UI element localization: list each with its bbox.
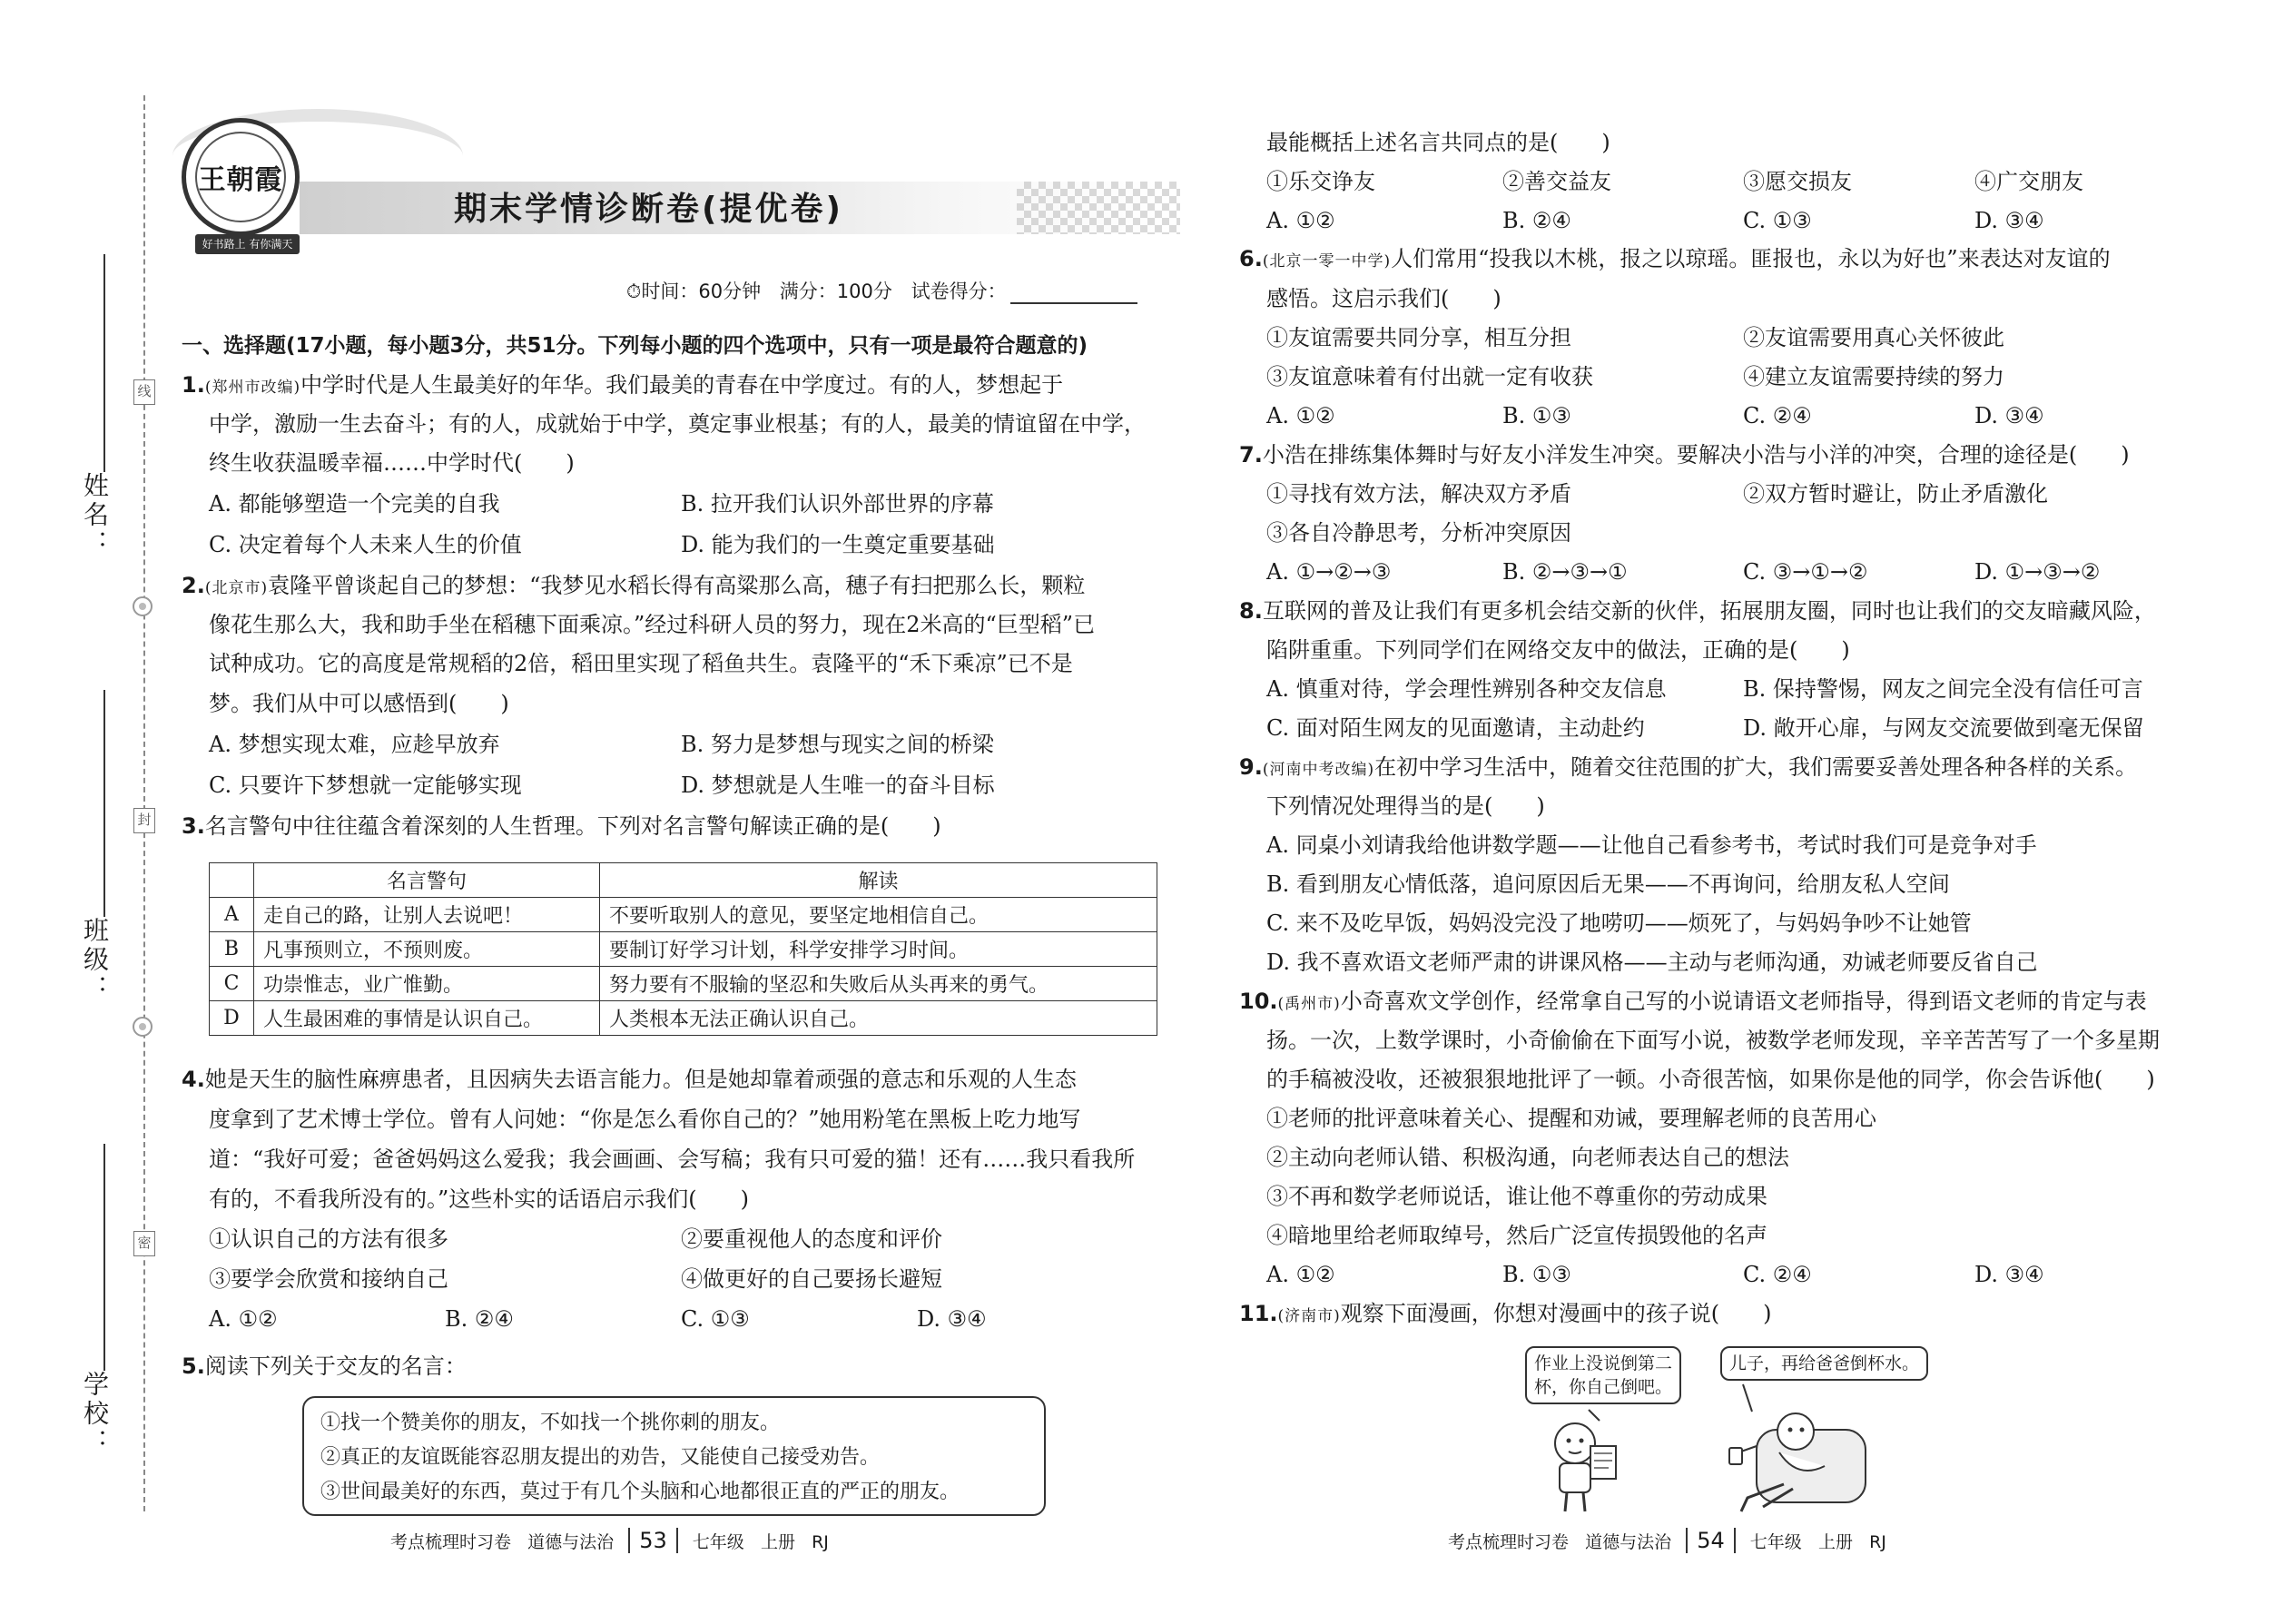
statement-4: ④建立友谊需要持续的努力 (1743, 364, 2004, 389)
question-3 (182, 812, 941, 840)
option-b[interactable]: B. ②④ (1502, 208, 1571, 233)
question-text: 她是天生的脑性麻痹患者，且因病失去语言能力。但是她却靠着顽强的意志和乐观的人生态 (204, 1067, 1077, 1092)
footer-subject: 道德与法治 (527, 1532, 615, 1552)
option-a[interactable]: A. ①→②→③ (1266, 559, 1392, 585)
option-a[interactable]: A. ①② (1266, 403, 1335, 428)
table-cell: 人类根本无法正确认识自己。 (600, 1001, 1157, 1036)
question-text: 小奇喜欢文学创作，经常拿自己写的小说请语文老师指导，得到语文老师的肯定与表 (1340, 989, 2147, 1014)
question-number: 2. (182, 573, 205, 598)
question-text: 人们常用“投我以木桃，报之以琼瑶。匪报也，永以为好也”来表达对友谊的 (1391, 246, 2111, 271)
question-text: 袁隆平曾谈起自己的梦想：“我梦见水稻长得有高粱那么高，穗子有扫把那么长，颗粒 (268, 573, 1086, 598)
option-c[interactable]: C. 只要许下梦想就一定能够实现 (209, 773, 522, 798)
question-number: 1. (182, 372, 205, 398)
table-cell: 功崇惟志，业广惟勤。 (254, 967, 600, 1001)
option-c[interactable]: C. 来不及吃早饭，妈妈没完没了地唠叨——烦死了，与妈妈争吵不让她管 (1266, 910, 1972, 936)
exam-title: 期末学情诊断卷(提优卷) (454, 191, 843, 228)
question-text: 中学时代是人生最美好的年华。我们最美的青春在中学度过。有的人，梦想起于 (300, 372, 1064, 398)
option-c[interactable]: C. 决定着每个人未来人生的价值 (209, 532, 522, 557)
name-fill-line[interactable] (103, 254, 105, 472)
school-fill-line[interactable] (103, 1144, 105, 1371)
question-text: 小浩在排练集体舞时与好友小洋发生冲突。要解决小浩与小洋的冲突，合理的途径是( ) (1262, 442, 2130, 468)
bind-word-xian: 线 (133, 379, 155, 405)
statement-1: ①寻找有效方法，解决双方矛盾 (1266, 481, 1571, 507)
option-b[interactable]: B. 努力是梦想与现实之间的桥梁 (681, 732, 994, 757)
table-header-cell (210, 863, 254, 898)
question-text: 在初中学习生活中，随着交往范围的扩大，我们需要妥善处理各种各样的关系。 (1374, 754, 2138, 780)
table-cell: 要制订好学习计划，科学安排学习时间。 (600, 932, 1157, 967)
question-9 (1239, 753, 2137, 783)
question-text: 最能概括上述名言共同点的是( ) (1266, 130, 1610, 155)
option-d[interactable]: D. ①→③→② (1974, 559, 2101, 585)
question-8 (1239, 597, 2156, 625)
time-info: ⏱时间：60分钟 (626, 281, 762, 302)
footer-term: 上册 (760, 1532, 795, 1552)
statement-1: ①友谊需要共同分享，相互分担 (1266, 325, 1571, 350)
quote-table (209, 862, 1157, 1036)
question-source: (河南中考改编) (1262, 761, 1375, 779)
table-row (210, 967, 1157, 1001)
checker-pattern (1017, 182, 1180, 234)
statement-3: ③不再和数学老师说话，谁让他不尊重你的劳动成果 (1266, 1184, 1767, 1209)
option-a[interactable]: A. 慎重对待，学会理性辨别各种交友信息 (1266, 676, 1667, 702)
question-text: 互联网的普及让我们有更多机会结交新的伙伴，拓展朋友圈，同时也让我们的交友暗藏风险， (1262, 598, 2156, 624)
question-text: 梦。我们从中可以感悟到( ) (209, 691, 509, 716)
table-cell[interactable]: A (210, 898, 254, 932)
option-c[interactable]: C. ②④ (1743, 403, 1812, 428)
footer-edition: RJ (1869, 1532, 1886, 1552)
option-d[interactable]: D. ③④ (1974, 403, 2044, 428)
question-text: 下列情况处理得当的是( ) (1266, 793, 1545, 819)
page-number: 54 (1686, 1528, 1736, 1553)
question-text: 终生收获温暖幸福……中学时代( ) (209, 450, 575, 476)
statement-3: ③要学会欣赏和接纳自己 (209, 1266, 448, 1292)
table-header-row (210, 863, 1157, 898)
question-text: 感悟。这启示我们( ) (1266, 286, 1501, 311)
option-d[interactable]: D. ③④ (1974, 208, 2044, 233)
question-text: 陷阱重重。下列同学们在网络交友中的做法，正确的是( ) (1266, 637, 1850, 663)
table-cell: 人生最困难的事情是认识自己。 (254, 1001, 600, 1036)
statement-1: ①乐交诤友 (1266, 169, 1375, 194)
logo-text: 王朝霞 (195, 132, 286, 222)
option-a[interactable]: A. ①② (1266, 1262, 1335, 1287)
option-b[interactable]: B. ①③ (1502, 1262, 1571, 1287)
question-6 (1239, 245, 2111, 275)
speech-bubble-father: 儿子，再给爸爸倒杯水。 (1720, 1346, 1928, 1381)
bind-word-mi: 密 (133, 1231, 155, 1256)
question-source: (济南市) (1277, 1307, 1341, 1325)
option-d[interactable]: D. ③④ (917, 1306, 987, 1332)
table-row (210, 898, 1157, 932)
option-d[interactable]: D. 能为我们的一生奠定重要基础 (681, 532, 995, 557)
question-4 (182, 1066, 1077, 1093)
bind-word-feng: 封 (133, 808, 155, 833)
quote-2: ②真正的友谊既能容忍朋友提出的劝告，又能使自己接受劝告。 (320, 1446, 881, 1469)
table-cell[interactable]: D (210, 1001, 254, 1036)
binding-hole-icon (133, 1017, 153, 1037)
question-text: 试种成功。它的高度是常规稻的2倍，稻田里实现了稻鱼共生。袁隆平的“禾下乘凉”已不是 (209, 651, 1073, 676)
question-source: (郑州市改编) (204, 379, 301, 397)
question-number: 8. (1239, 598, 1263, 624)
footer-subject: 道德与法治 (1585, 1532, 1672, 1552)
footer-edition: RJ (812, 1532, 829, 1552)
score-label: 试卷得分： (911, 281, 1007, 302)
question-5 (182, 1353, 467, 1380)
question-text: 观察下面漫画，你想对漫画中的孩子说( ) (1340, 1301, 1772, 1326)
question-number: 9. (1239, 754, 1263, 780)
question-text: 道：“我好可爱；爸爸妈妈这么爱我；我会画画、会写稿；我有只可爱的猫！还有……我只看我所 (209, 1147, 1136, 1172)
question-number: 7. (1239, 442, 1263, 468)
option-a[interactable]: A. 梦想实现太难，应趁早放弃 (209, 732, 500, 757)
question-source: (北京一零一中学) (1262, 252, 1392, 271)
table-cell: 努力要有不服输的坚忍和失败后从头再来的勇气。 (600, 967, 1157, 1001)
question-text: 像花生那么大，我和助手坐在稻穗下面乘凉。”经过科研人员的努力，现在2米高的“巨型稻”已 (209, 612, 1096, 637)
footer-grade: 七年级 (1749, 1532, 1802, 1552)
statement-2: ②主动向老师认错、积极沟通，向老师表达自己的想法 (1266, 1145, 1789, 1170)
option-d[interactable]: D. 梦想就是人生唯一的奋斗目标 (681, 773, 995, 798)
statement-2: ②善交益友 (1502, 169, 1611, 194)
question-text: 中学，激励一生去奋斗；有的人，成就始于中学，奠定事业根基；有的人，最美的情谊留在中学， (209, 411, 1146, 437)
statement-3: ③各自冷静思考，分析冲突原因 (1266, 520, 1571, 546)
option-d[interactable]: D. ③④ (1974, 1262, 2044, 1287)
class-label: 班级： (80, 917, 110, 1004)
question-text: 名言警句中往往蕴含着深刻的人生哲理。下列对名言警句解读正确的是( ) (204, 813, 941, 839)
name-label: 姓名： (80, 472, 110, 559)
table-cell: 凡事预则立，不预则废。 (254, 932, 600, 967)
page-number: 53 (628, 1528, 678, 1553)
score-fill-line[interactable] (1010, 284, 1137, 304)
statement-3: ③愿交损友 (1743, 169, 1852, 194)
statement-4: ④做更好的自己要扬长避短 (681, 1266, 942, 1292)
quote-1: ①找一个赞美你的朋友，不如找一个挑你刺的朋友。 (320, 1412, 781, 1434)
option-b[interactable]: B. ②→③→① (1502, 559, 1628, 585)
bubble-line: 杯，你自己倒吧。 (1534, 1377, 1673, 1397)
quotes-box (302, 1396, 1046, 1516)
table-cell: 走自己的路，让别人去说吧！ (254, 898, 600, 932)
option-b[interactable]: B. ②④ (445, 1306, 514, 1332)
statement-2: ②要重视他人的态度和评价 (681, 1226, 942, 1252)
question-text: 的手稿被没收，还被狠狠地批评了一顿。小奇很苦恼，如果你是他的同学，你会告诉他( ) (1266, 1067, 2155, 1092)
question-text: 有的，不看我所没有的。”这些朴实的话语启示我们( ) (209, 1186, 749, 1212)
exam-info (626, 277, 1150, 304)
footer-series: 考点梳理时习卷 (1448, 1532, 1570, 1552)
question-source: (北京市) (204, 579, 269, 597)
question-number: 3. (182, 813, 205, 839)
option-b[interactable]: B. 看到朋友心情低落，追问原因后无果——不再询问，给朋友私人空间 (1266, 871, 1950, 897)
footer-grade: 七年级 (692, 1532, 744, 1552)
question-number: 11. (1239, 1301, 1278, 1326)
footer-term: 上册 (1817, 1532, 1853, 1552)
statement-2: ②友谊需要用真心关怀彼此 (1743, 325, 2004, 350)
option-a[interactable]: A. 都能够塑造一个完美的自我 (209, 491, 500, 517)
binding-dashed-line (143, 95, 145, 1511)
table-header-cell: 解读 (600, 863, 1157, 898)
option-c[interactable]: C. ①③ (1743, 208, 1812, 233)
statement-1: ①老师的批评意味着关心、提醒和劝诫，要理解老师的良苦用心 (1266, 1106, 1876, 1131)
table-cell: 不要听取别人的意见，要坚定地相信自己。 (600, 898, 1157, 932)
question-text: 度拿到了艺术博士学位。曾有人问她：“你是怎么看你自己的？”她用粉笔在黑板上吃力地写 (209, 1107, 1081, 1132)
option-d[interactable]: D. 敞开心扉，与网友交流要做到毫无保留 (1743, 715, 2144, 741)
statement-1: ①认识自己的方法有很多 (209, 1226, 448, 1252)
question-7 (1239, 441, 2130, 468)
footer-right (1448, 1528, 1886, 1553)
question-number: 10. (1239, 989, 1278, 1014)
full-score: 满分：100分 (779, 281, 892, 302)
option-d[interactable]: D. 我不喜欢语文老师严肃的讲课风格——主动与老师沟通，劝诫老师要反省自己 (1266, 950, 2038, 975)
bubble-line: 作业上没说倒第二 (1534, 1353, 1673, 1373)
table-header-cell: 名言警句 (254, 863, 600, 898)
option-b[interactable]: B. 拉开我们认识外部世界的序幕 (681, 491, 994, 517)
statement-2: ②双方暂时避让，防止矛盾激化 (1743, 481, 2048, 507)
binding-hole-icon (133, 596, 153, 616)
question-number: 5. (182, 1353, 205, 1379)
statement-4: ④广交朋友 (1974, 169, 2083, 194)
comic-illustration (1525, 1330, 1943, 1521)
option-c[interactable]: C. 面对陌生网友的见面邀请，主动赴约 (1266, 715, 1645, 741)
statement-4: ④暗地里给老师取绰号，然后广泛宣传损毁他的名声 (1266, 1223, 1767, 1248)
question-2 (182, 572, 1085, 602)
table-cell[interactable]: C (210, 967, 254, 1001)
footer-series: 考点梳理时习卷 (390, 1532, 512, 1552)
question-10 (1239, 988, 2147, 1018)
question-text: 阅读下列关于交友的名言： (204, 1353, 467, 1379)
class-fill-line[interactable] (103, 690, 105, 917)
option-b[interactable]: B. ①③ (1502, 403, 1571, 428)
publisher-logo (182, 118, 300, 236)
question-number: 6. (1239, 246, 1263, 271)
footer-left (390, 1528, 829, 1553)
table-row (210, 1001, 1157, 1036)
logo-ribbon: 好书路上 有你满天 (195, 234, 300, 254)
question-number: 4. (182, 1067, 205, 1092)
question-1 (182, 371, 1063, 401)
option-c[interactable]: C. ③→①→② (1743, 559, 1868, 585)
option-c[interactable]: C. ②④ (1743, 1262, 1812, 1287)
table-cell[interactable]: B (210, 932, 254, 967)
table-row (210, 932, 1157, 967)
section-heading: 一、选择题(17小题，每小题3分，共51分。下列每小题的四个选项中，只有一项是最符合题意的) (182, 334, 1088, 358)
question-source: (禹州市) (1277, 995, 1341, 1013)
school-label: 学校： (80, 1371, 110, 1458)
comic-drawing-icon (1525, 1330, 1943, 1521)
question-text: 扬。一次，上数学课时，小奇偷偷在下面写小说，被数学老师发现，辛辛苦苦写了一个多星期 (1266, 1028, 2160, 1053)
option-a[interactable]: A. ①② (1266, 208, 1335, 233)
quote-3: ③世间最美好的东西，莫过于有几个头脑和心地都很正直的严正的朋友。 (320, 1481, 960, 1503)
option-b[interactable]: B. 保持警惕，网友之间完全没有信任可言 (1743, 676, 2143, 702)
statement-3: ③友谊意味着有付出就一定有收获 (1266, 364, 1593, 389)
option-a[interactable]: A. ①② (209, 1306, 278, 1332)
question-11 (1239, 1300, 1772, 1330)
option-a[interactable]: A. 同桌小刘请我给他讲数学题——让他自己看参考书，考试时我们可是竞争对手 (1266, 832, 2037, 858)
option-c[interactable]: C. ①③ (681, 1306, 750, 1332)
